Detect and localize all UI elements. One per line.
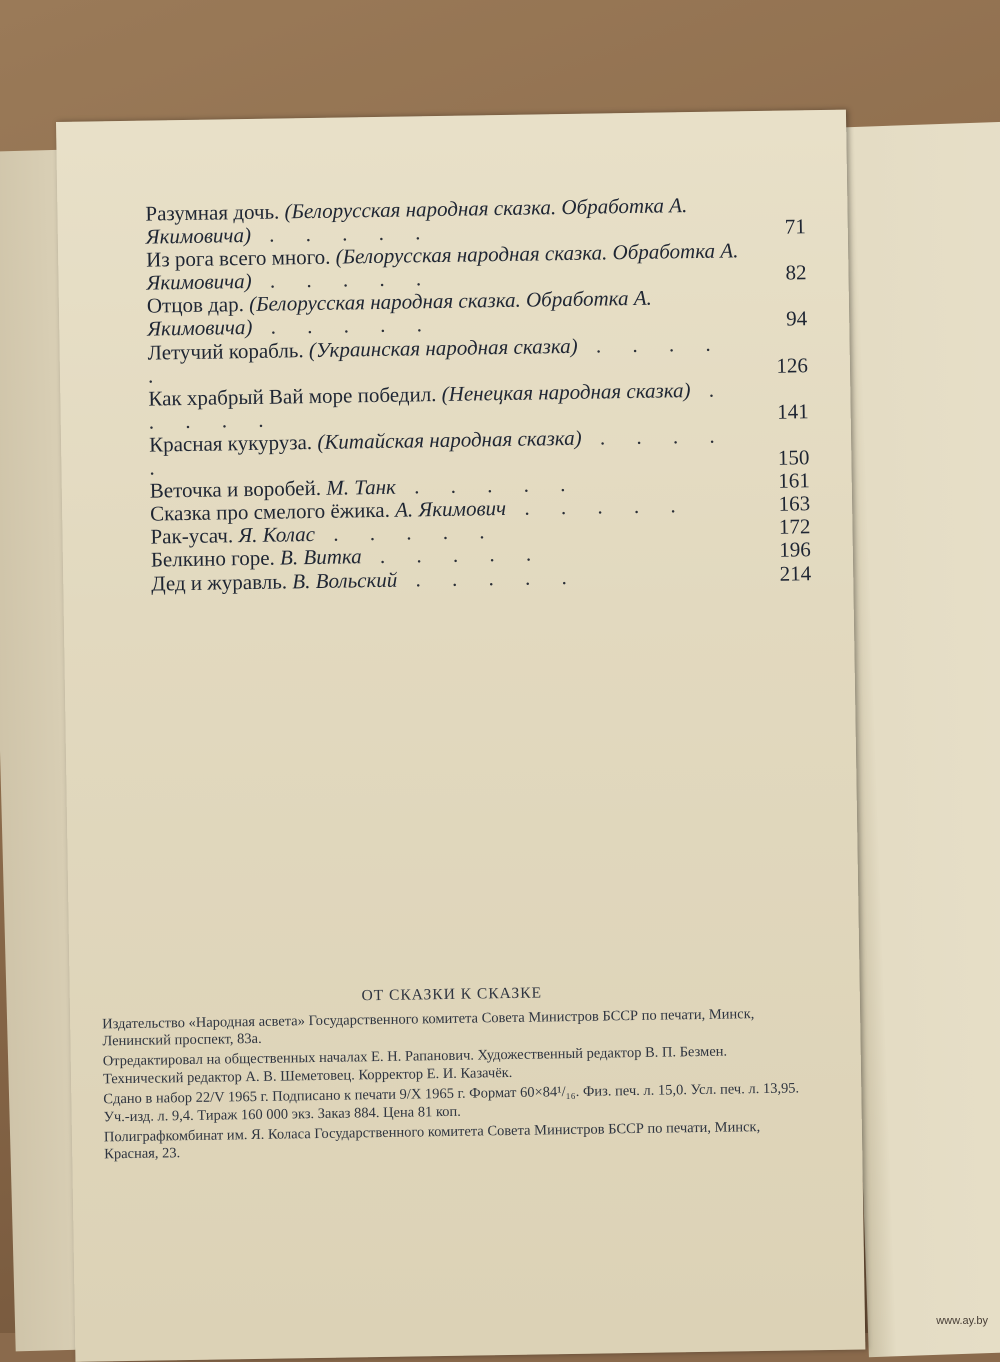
toc-entry-page: 141: [776, 399, 809, 424]
book-page: [56, 110, 865, 1362]
leader-dots: . . . . .: [395, 471, 579, 499]
watermark: www.ay.by: [936, 1315, 988, 1327]
print-details: Сдано в набор 22/V 1965 г. Подписано к печати 9/X 1965 г. Формат 60×84¹/₁₆. Физ. печ. л. 15,0. Усл. печ. л. 13,95. Уч.-изд. л. 9,4. Тираж 160 000 экз. Заказ 884. Цена 81 коп.: [103, 1080, 800, 1125]
toc-entry-source: В. Витка: [279, 544, 362, 570]
toc-entry-page: 94: [785, 306, 808, 332]
toc-entry-source: (Китайская народная сказка): [317, 425, 582, 454]
table-of-contents: [145, 192, 811, 595]
leader-dots: . . . . .: [314, 519, 498, 547]
toc-entry-title: Сказка про смелого ёжика.: [149, 498, 391, 526]
toc-entry-title: Дед и журавль.: [151, 568, 288, 596]
toc-entry-source: (Белорусская народная сказка. Обработка А. Якимовича): [145, 193, 688, 249]
toc-entry-title: Отцов дар.: [146, 292, 245, 318]
toc-entry-source: А. Якимович: [394, 496, 507, 522]
toc-entry-page: 82: [785, 260, 807, 285]
editors-info: Отредактировал на общественных началах Е. Н. Рапанович. Художественный редактор В. П. Безмен. Технический редактор А. В. Шеметовец. Корректор Е. И. Казачёк.: [102, 1043, 728, 1088]
toc-entry-page: 126: [776, 352, 809, 378]
toc-entry-page: 172: [778, 514, 811, 540]
leader-dots: . . . . .: [505, 493, 689, 521]
leader-dots: . . . . .: [252, 312, 436, 340]
leader-dots: . . . . .: [251, 266, 435, 294]
leader-dots: . . . . .: [147, 331, 724, 388]
leader-dots: . . . . .: [250, 220, 434, 248]
toc-entry-page: 71: [784, 214, 806, 239]
toc-entry-page: 163: [778, 491, 811, 516]
leader-dots: . . . . .: [148, 377, 728, 434]
toc-entry-title: Разумная дочь.: [145, 199, 280, 226]
leader-dots: . . . . .: [149, 423, 728, 480]
toc-entry-title: Белкино горе.: [150, 546, 276, 572]
toc-entry-page: 161: [778, 468, 810, 493]
toc-entry-source: (Белорусская народная сказка. Обработка А. Якимовича): [147, 286, 652, 342]
publisher-info: Издательство «Народная асвета» Государственного комитета Совета Министров БССР по печати, Минск, Ленинский проспект, 83а.: [102, 1005, 755, 1050]
toc-entry-source: (Украинская народная сказка): [308, 333, 578, 362]
toc-entry-title: Рак-усач.: [150, 523, 234, 549]
toc-entry-source: (Белорусская народная сказка. Обработка А. Якимовича): [146, 238, 739, 295]
book-title: ОТ СКАЗКИ К СКАЗКЕ: [361, 984, 543, 1005]
imprint: [102, 980, 805, 1167]
toc-entry-page: 196: [779, 537, 811, 563]
printer-info: Полиграфкомбинат им. Я. Коласа Государственного комитета Совета Министров БССР по печати, Минск, Красная, 23.: [103, 1119, 761, 1163]
leader-dots: . . . . .: [361, 541, 545, 569]
toc-entry-title: Как храбрый Вай море победил.: [148, 381, 437, 411]
toc-entry-title: Летучий корабль.: [147, 337, 304, 365]
toc-entry-title: Красная кукуруза.: [148, 429, 313, 457]
toc-entry-source: М. Танк: [326, 474, 397, 500]
toc-entry-source: В. Вольский: [292, 567, 398, 593]
toc-entry-source: (Ненецкая народная сказка): [441, 377, 691, 406]
leader-dots: . . . . .: [397, 564, 580, 592]
toc-entry-title: Из рога всего много.: [145, 244, 331, 272]
toc-entry-title: Веточка и воробей.: [149, 476, 322, 503]
toc-entry-page: 214: [779, 560, 812, 586]
toc-entry-page: 150: [777, 445, 810, 470]
toc-entry-source: Я. Колас: [238, 522, 316, 548]
